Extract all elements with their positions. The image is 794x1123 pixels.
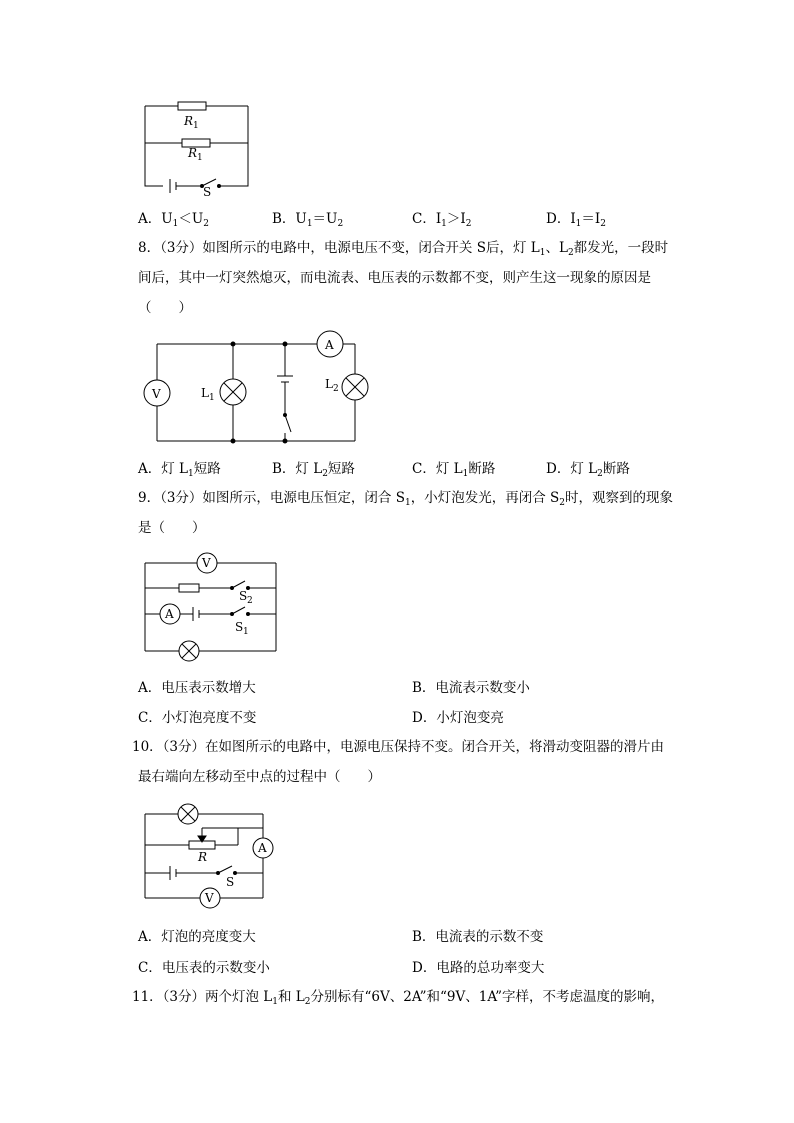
svg-text:A: A <box>325 338 334 352</box>
q8-option-a[interactable]: A．灯 $L_1$短路 <box>138 461 221 479</box>
q10-option-a[interactable]: A．灯泡的亮度变大 <box>138 929 256 945</box>
svg-text:S: S <box>226 875 235 889</box>
svg-text:V: V <box>152 387 161 401</box>
q9-stem-line2: 是（ ） <box>138 520 206 536</box>
svg-text:2: 2 <box>247 596 253 606</box>
q10-stem-line2: 最右端向左移动至中点的过程中（ ） <box>138 769 381 785</box>
q7-option-c[interactable]: C．$I_1>I_2$ <box>412 211 472 229</box>
label-switch-s: S <box>203 185 212 199</box>
q9-option-a[interactable]: A．电压表示数增大 <box>138 680 256 696</box>
q8-option-b[interactable]: B．灯 $L_2$短路 <box>272 461 355 479</box>
q9-stem-line1: 9．（3分）如图所示，电源电压恒定，闭合 $S_1$，小灯泡发光，再闭合 $S_2$时，观察到的现象 <box>138 490 673 508</box>
label-r2: R <box>188 146 198 160</box>
q10-option-d[interactable]: D．电路的总功率变大 <box>412 960 545 976</box>
svg-text:S: S <box>239 589 248 603</box>
svg-text:L: L <box>201 386 209 400</box>
q8-answer-blank: （ ） <box>138 300 192 316</box>
svg-text:1: 1 <box>193 121 199 131</box>
svg-text:A: A <box>165 607 174 621</box>
q8-stem-line2: 间后，其中一灯突然熄灭，而电流表、电压表的示数都不变，则产生这一现象的原因是 <box>138 270 651 286</box>
svg-text:S: S <box>235 620 244 634</box>
q7-option-a[interactable]: A．$U_1<U_2$ <box>138 211 209 229</box>
q10-option-b[interactable]: B．电流表的示数不变 <box>412 929 544 945</box>
svg-text:R: R <box>198 850 208 864</box>
q7-option-d[interactable]: D．$I_1=I_2$ <box>546 211 606 229</box>
svg-text:2: 2 <box>333 384 339 394</box>
svg-text:V: V <box>202 556 211 570</box>
svg-text:1: 1 <box>197 153 203 163</box>
svg-text:1: 1 <box>209 393 215 403</box>
q11-stem-line1: 11．（3分）两个灯泡 $L_1$和 $L_2$分别标有“6V、2A”和“9V、1A”字样，不考虑温度的影响， <box>132 989 665 1007</box>
q9-option-d[interactable]: D．小灯泡变亮 <box>412 710 504 726</box>
q10-option-c[interactable]: C．电压表的示数变小 <box>138 960 270 976</box>
switch-s-blade <box>218 866 232 873</box>
q8-stem-line1: 8．（3分）如图所示的电路中，电源电压不变，闭合开关 S后，灯 $L_1$、$L_2$都发光，一段时 <box>138 240 669 258</box>
svg-text:A: A <box>258 841 267 855</box>
q7-option-b[interactable]: B．$U_1=U_2$ <box>272 211 344 229</box>
svg-text:V: V <box>205 891 214 905</box>
svg-text:L: L <box>325 377 333 391</box>
q8-option-d[interactable]: D．灯 $L_2$断路 <box>546 461 630 479</box>
q9-option-c[interactable]: C．小灯泡亮度不变 <box>138 710 257 726</box>
q8-option-c[interactable]: C．灯 $L_1$断路 <box>412 461 496 479</box>
svg-text:1: 1 <box>243 627 249 637</box>
label-r1: R <box>184 114 194 128</box>
q10-stem-line1: 10．（3分）在如图所示的电路中，电源电压保持不变。闭合开关，将滑动变阻器的滑片由 <box>132 739 665 755</box>
q9-option-b[interactable]: B．电流表示数变小 <box>412 680 530 696</box>
